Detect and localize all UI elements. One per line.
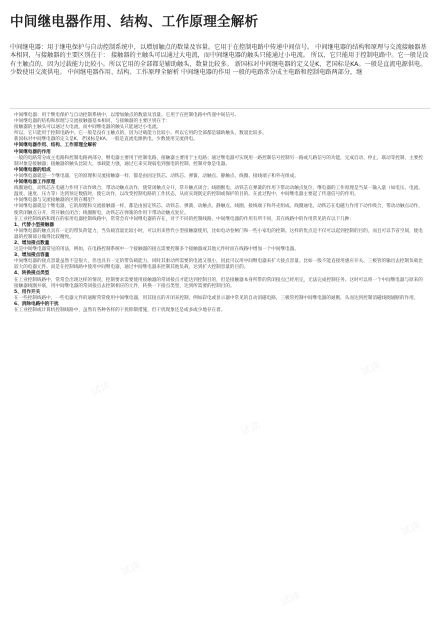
watermark-text: 试读 <box>329 200 353 219</box>
section-heading: 4、转换接点类型 <box>14 271 50 277</box>
body-paragraph: 中间继电器：用于继电保护与自动控制系统中，以增加触点的数量及容量。它用于在控制电路中传递中间信号。 <box>14 113 240 118</box>
watermark-text: 试读 <box>239 420 263 439</box>
section-heading: 5、用作开关 <box>14 289 41 295</box>
watermark-text: 试读 <box>399 520 423 539</box>
section-heading: 3、增加接点容量 <box>14 253 50 259</box>
divider <box>10 108 430 109</box>
body-paragraph: 线圈通电，动铁芯在电磁力作用下动作吸合，带动动触点动作，使常闭触点分开，常开触点闭合；线圈断电，动铁芯在弹簧的作用下带动动触点复位，继电器的工作原理是当某一输入量（如电压、电流、温度、速度、压力等）达到预定数值时，使它动作，以改变控制电路的工作状态，从而实现既定的控制或保护的目的。在此过程中，中间继电器主要起了传递信号的作用。 <box>14 186 423 198</box>
body-paragraph: 中间继电器的触点具有一定的带负荷能力，当负载容量比较小时，可以用来替代小型接触器使用，比如电动卷闸门和一些小家电的控制。这样的优点是不仅可以起到控制的目的，而且可以节省空间，使电器的控制部分做得比较精致。 <box>14 228 423 240</box>
watermark-text: 试读 <box>119 560 143 579</box>
section-heading: 中间继电器的作用 <box>14 149 51 155</box>
body-paragraph: 中间继电器就是一个继电器，它的原理和交流接触器一样，都是由固定铁芯、动铁芯、弹簧、动触点、静触点、线圈、接线端子和外壳组成。 <box>14 173 299 179</box>
body-paragraph: 接触器的主触头可以通过大电流，而中间继电器的触头只能通过小电流。 <box>14 125 162 131</box>
section-heading: 6、消除电路中的干扰 <box>14 301 59 307</box>
body-paragraph: 在一些控制线路中，一些电器元件的通断常常使用中间继电器，用其接点的开闭来控制，例如彩电或显示器中常见的自动消磁电路，三极管控制中间继电器的通断，从而达到控制消磁线圈通断的作用。 <box>14 295 419 301</box>
intro-paragraph: 中间继电器：用于继电保护与自动控制系统中，以增加触点的数量及容量。它用于在控制电路中传递中间信号。 中间继电器的结构和原理与交流接触器基本相同，与接触器的主要区别在于： 接触器的主触头可以通过大电流，而中间继电器的触头只能通过小电流。 所以，它只能用于控制电路中。它一般是没有主触点的，因为过载能力比较小。所以它用的全部都是辅助触头，数量比较多。 新国标对中间继电器的定义是K，老国标是KA。一般是直流电源供电。少数使用交流供电。 中间继电器作用、结构、工作原理全解析 中间继电器的作用 一般的电路常分成主电路和控制电路两部分，继 <box>10 44 429 77</box>
section-heading: 1、代替小型接触器 <box>14 222 54 228</box>
page-title: 中间继电器作用、结构、工作原理全解析 <box>10 14 259 30</box>
watermark-text: 试读 <box>199 260 223 279</box>
body-paragraph: 所以，它只能用于控制电路中。它一般是没有主触点的，因为过载能力比较小。所以它用的全部都是辅助触头，数量比较多。 <box>14 131 267 137</box>
body-paragraph: 在工业控制或计算机控制线路中，虽然有各种各样的干扰抑制措施，但干扰现象还是或多或少地存在着。 <box>14 308 226 313</box>
section-heading: 中间继电器的组成 <box>14 167 51 173</box>
watermark-text: 试读 <box>279 590 303 609</box>
watermark-text: 试读 <box>69 200 93 219</box>
body-paragraph: 一般的电路常分成主电路和控制电路两部分，继电器主要用于控制电路，接触器主要用于主电路；通过继电器可实现用一路控制信号控制另一路或几路信号的功能，完成启动、停止、联动等控制，主要控制对象是接触器；接触器的触头比较大，承载能力强，通过它来实现弱电到强电的控制，控制对象是电器。 <box>14 155 423 167</box>
section-heading: 2、增加接点数量 <box>14 240 50 246</box>
watermark-text: 试读 <box>89 380 113 399</box>
body-paragraph: 新国标对中间继电器的定义是K，老国标是KA。一般是直流电源供电。少数使用交流供电。 <box>14 137 198 143</box>
body-paragraph: 中间继电器的接点容量虽然不是很大，但也具有一定的带负载能力，同时其驱动所需要的电流又很小，因此可以用中间继电器来扩大接点容量。比如一般不能直接用感应开关、三极管的输出去控制负载比较大的电器元件。而是在控制线路中使用中间继电器，通过中间继电器来控制其他负载，达到扩大控制容量的目的。 <box>14 259 423 271</box>
body-paragraph: 在工业控制线路中，常常会出现这样的情况，控制要求需要使用接触器的常闭接点才能达到控制目的，但是接触器本身所带的常闭接点已经用完，无法完成控制任务。这时可以将一个中间继电器与原来的接触器线圈并联，用中间继电器的常闭接点去控制相应的元件，转换一下接点类型，达到所需要的控制目的。 <box>14 277 423 289</box>
body-paragraph: 中间继电器的结构和原理与交流接触器基本相同，与接触器的主要区别在于： <box>14 119 171 125</box>
body-paragraph: 在工业控制线路和现在的家用电器控制线路中，常常会有中间继电器的存在，对于不同的控制线路，中间继电器的作用有所不同，其在线路中的作用常见的有以下几种： <box>14 216 354 222</box>
body-paragraph: 中间继电器与交流接触器的区别在哪里？ <box>14 198 97 204</box>
body-paragraph: 中间继电器就是个继电器，它的原理和交流接触器一样，都是由固定铁芯、动铁芯、弹簧、动触点、静触点、线圈、接线端子和外壳组成。线圈通电，动铁芯在电磁力作用下动作吸合，带动动触点动作，使常闭触点分开，常开触点闭合；线圈断电，动铁芯在弹簧的作用下带动动触点复位。 <box>14 204 423 216</box>
section-heading: 中间继电器工作原理 <box>14 180 56 186</box>
body-paragraph: 这是中间继电器常见的用法，例如，在电路控制系统中一个接触器的接点需要控制多个接触器或其他元件时而在线路中增加一个中间继电器。 <box>14 247 299 253</box>
watermark-text: 试读 <box>359 360 383 379</box>
section-heading: 中间继电器作用、结构、工作原理全解析 <box>14 143 97 149</box>
